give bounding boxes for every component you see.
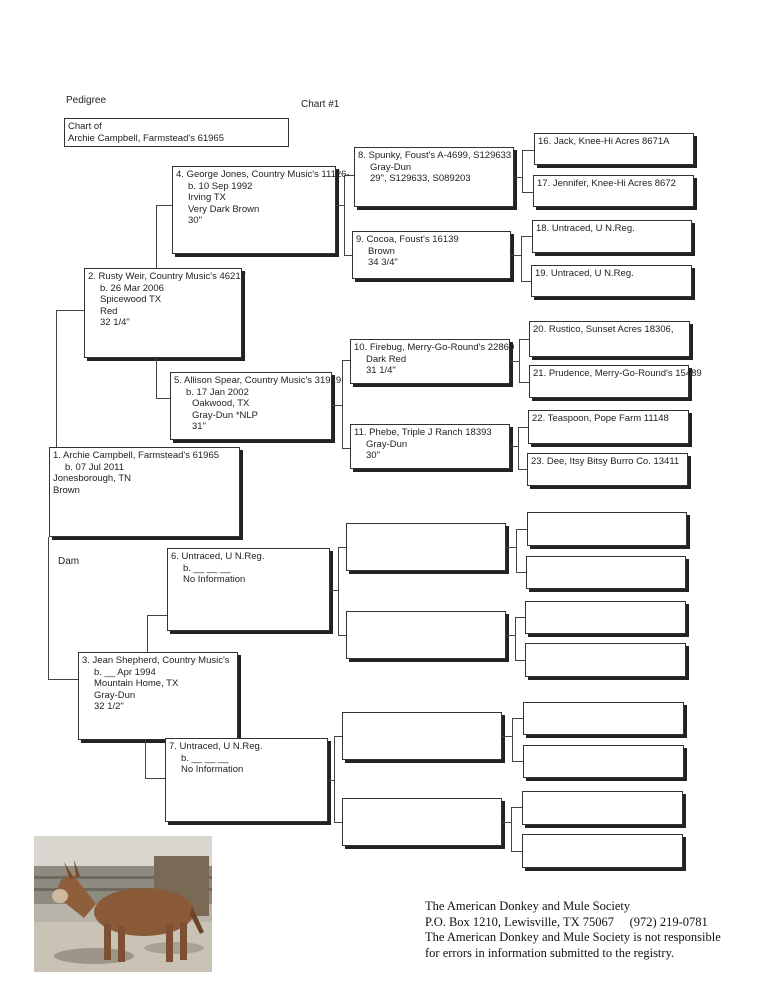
pedigree-box-1 <box>49 447 240 537</box>
connector-2-4 <box>156 205 157 268</box>
connector-12-24-h <box>516 529 527 530</box>
pedigree-box-28 <box>523 702 684 735</box>
connector-12-25-h <box>516 572 526 573</box>
connector-5-stub <box>332 405 342 406</box>
connector-7-15-h <box>334 822 342 823</box>
animal-8-line-2: 29", S129633, S089203 <box>370 173 471 184</box>
connector-9-18-19 <box>521 236 522 281</box>
connector-3-6-h <box>147 615 167 616</box>
animal-7-line-0: 7. Untraced, U N.Reg. <box>169 741 263 752</box>
connector-4-9-h <box>344 255 352 256</box>
animal-2-line-3: Red <box>100 305 118 317</box>
connector-13-27-h <box>515 660 525 661</box>
dam-label: Dam <box>58 556 80 567</box>
animal-9-line-2: 34 3/4" <box>368 257 398 268</box>
pedigree-box-16 <box>534 133 694 165</box>
pedigree-box-20 <box>529 321 690 357</box>
pedigree-box-24 <box>527 512 687 546</box>
connector-15-31-h <box>511 851 522 852</box>
pedigree-box-23 <box>527 453 688 486</box>
animal-9-line-0: 9. Cocoa, Foust's 16139 <box>356 234 459 245</box>
pedigree-box-31 <box>522 834 683 868</box>
animal-6-line-2: No Information <box>183 574 246 585</box>
footer-address: P.O. Box 1210, Lewisville, TX 75067 (972) 219-0781 <box>425 914 708 929</box>
connector-3-6 <box>147 615 148 652</box>
animal-17-line-0: 17. Jennifer, Knee-Hi Acres 8672 <box>537 178 676 189</box>
connector-3-7-h <box>145 778 165 779</box>
animal-11-line-0: 11. Phebe, Triple J Ranch 18393 <box>354 427 492 438</box>
connector-5-11-h <box>342 448 350 449</box>
footer-disclaimer-1: The American Donkey and Mule Society is not responsible <box>425 930 721 944</box>
chart-number: Chart #1 <box>301 99 340 110</box>
animal-11-line-1: Gray-Dun <box>366 438 408 450</box>
animal-8-line-1: Gray-Dun <box>370 161 412 173</box>
connector-1-2-h <box>56 310 84 311</box>
animal-3-line-2: Mountain Home, TX <box>94 678 179 689</box>
animal-6-line-0: 6. Untraced, U N.Reg. <box>171 551 265 562</box>
pedigree-box-15 <box>342 798 502 846</box>
pedigree-box-14 <box>342 712 502 760</box>
connector-13-26-h <box>515 617 525 618</box>
animal-19-line-0: 19. Untraced, U N.Reg. <box>535 268 634 279</box>
animal-7-line-2: No Information <box>181 764 244 775</box>
pedigree-box-18 <box>532 220 692 253</box>
animal-4-line-2: Irving TX <box>188 192 226 203</box>
animal-3-line-0: 3. Jean Shepherd, Country Music's <box>82 655 230 666</box>
connector-8-stub <box>514 177 522 178</box>
animal-4-line-4: 30" <box>188 215 202 226</box>
pedigree-box-29 <box>523 745 684 778</box>
pedigree-box-11 <box>350 424 510 469</box>
animal-2-line-4: 32 1/4" <box>100 317 130 328</box>
pedigree-box-27 <box>525 643 686 677</box>
connector-15-30-h <box>511 807 522 808</box>
chart-of-label: Chart of <box>68 121 102 132</box>
animal-10-line-1: Dark Red <box>366 353 407 365</box>
connector-14-stub <box>502 736 512 737</box>
connector-1-2 <box>56 310 57 447</box>
animal-18-line-0: 18. Untraced, U N.Reg. <box>536 223 635 234</box>
animal-10-line-2: 31 1/4" <box>366 365 396 376</box>
animal-5-line-0: 5. Allison Spear, Country Music's 31929 <box>174 375 342 386</box>
connector-15-30-31 <box>511 807 512 851</box>
pedigree-box-3 <box>78 652 238 740</box>
animal-4-line-3: Very Dark Brown <box>188 203 260 215</box>
pedigree-box-19 <box>531 265 692 297</box>
pedigree-box-10 <box>350 339 515 384</box>
connector-5-10-h <box>342 360 350 361</box>
pedigree-box-13 <box>346 611 506 659</box>
connector-13-stub <box>506 635 515 636</box>
pedigree-box-2 <box>84 268 246 358</box>
connector-5-10-11 <box>342 360 343 448</box>
connector-4-stub <box>336 205 344 206</box>
connector-6-12-h <box>338 547 346 548</box>
animal-4-line-0: 4. George Jones, Country Music's 11126- <box>176 169 350 180</box>
animal-22-line-0: 22. Teaspoon, Pope Farm 11148 <box>532 413 669 424</box>
page-title: Pedigree <box>66 95 107 106</box>
connector-7-14-15 <box>334 736 335 822</box>
connector-15-stub <box>502 822 511 823</box>
pedigree-box-4 <box>172 166 350 254</box>
footer-block <box>425 899 755 961</box>
footer-org-name: The American Donkey and Mule Society <box>425 899 631 913</box>
connector-6-stub <box>330 590 338 591</box>
connector-1-3-h <box>48 679 78 680</box>
animal-3-line-1: b. __ Apr 1994 <box>94 666 156 678</box>
connector-12-stub <box>506 547 516 548</box>
connector-8-16-h <box>522 150 534 151</box>
connector-11-22-h <box>518 427 528 428</box>
animal-8-line-0: 8. Spunky, Foust's A-4699, S129633 <box>358 150 512 161</box>
connector-8-17-h <box>522 192 533 193</box>
animal-5-line-2: Oakwood, TX <box>192 398 250 409</box>
animal-5-line-3: Gray-Dun *NLP <box>192 409 258 421</box>
connector-1-3 <box>48 537 49 679</box>
animal-2-line-0: 2. Rusty Weir, Country Music's 46217 <box>88 271 246 282</box>
connector-10-stub <box>510 361 519 362</box>
chart-of-box <box>64 118 289 147</box>
animal-1-line-2: Jonesborough, TN <box>53 473 131 484</box>
pedigree-box-6 <box>167 548 330 631</box>
connector-11-22-23 <box>518 427 519 469</box>
animal-3-line-4: 32 1/2" <box>94 701 124 712</box>
animal-21-line-0: 21. Prudence, Merry-Go-Round's 15489 <box>533 368 702 379</box>
animal-23-line-0: 23. Dee, Itsy Bitsy Burro Co. 13411 <box>531 456 680 467</box>
animal-4-line-1: b. 10 Sep 1992 <box>188 180 253 192</box>
connector-7-14-h <box>334 736 342 737</box>
connector-3-7 <box>145 740 146 778</box>
animal-2-line-1: b. 26 Mar 2006 <box>100 282 164 294</box>
connector-10-20-h <box>519 339 529 340</box>
pedigree-box-25 <box>526 556 686 589</box>
connector-9-18-h <box>521 236 532 237</box>
animal-7-line-1: b. __ __ __ <box>181 752 229 764</box>
connector-6-13-h <box>338 635 346 636</box>
pedigree-box-21 <box>529 365 702 398</box>
connector-12-24-25 <box>516 529 517 572</box>
animal-5-line-1: b. 17 Jan 2002 <box>186 386 249 398</box>
connector-9-19-h <box>521 281 531 282</box>
connector-10-21-h <box>519 382 529 383</box>
connector-4-8-9 <box>344 175 345 255</box>
connector-6-12-13 <box>338 547 339 635</box>
connector-4-8-h <box>344 175 354 176</box>
pedigree-box-5 <box>170 372 342 440</box>
animal-9-line-1: Brown <box>368 245 395 257</box>
pedigree-box-12 <box>346 523 506 571</box>
animal-10-line-0: 10. Firebug, Merry-Go-Round's 22860 <box>354 342 515 353</box>
animal-16-line-0: 16. Jack, Knee-Hi Acres 8671A <box>538 136 670 147</box>
connector-14-28-29 <box>512 718 513 761</box>
pedigree-box-8 <box>354 147 514 207</box>
footer-disclaimer-2: for errors in information submitted to the registry. <box>425 945 675 960</box>
connector-2-5 <box>156 358 157 398</box>
donkey-photo <box>34 836 212 972</box>
connector-11-23-h <box>518 469 527 470</box>
animal-1-line-1: b. 07 Jul 2011 <box>65 461 124 473</box>
pedigree-box-22 <box>528 410 689 444</box>
pedigree-box-17 <box>533 175 694 207</box>
donkey-photo-image <box>34 836 212 972</box>
animal-6-line-1: b. __ __ __ <box>183 562 231 574</box>
connector-2-4-h <box>156 205 172 206</box>
animal-3-line-3: Gray-Dun <box>94 689 136 701</box>
chart-of-name: Archie Campbell, Farmstead's 61965 <box>68 132 224 144</box>
connector-10-20-21 <box>519 339 520 382</box>
pedigree-box-9 <box>352 231 511 279</box>
animal-11-line-2: 30" <box>366 450 380 461</box>
connector-8-16-17 <box>522 150 523 192</box>
connector-9-stub <box>511 255 521 256</box>
animal-20-line-0: 20. Rustico, Sunset Acres 18306, <box>533 324 674 335</box>
animal-2-line-2: Spicewood TX <box>100 294 162 305</box>
connector-11-stub <box>510 446 518 447</box>
animal-5-line-4: 31" <box>192 421 206 432</box>
pedigree-box-30 <box>522 791 683 825</box>
connector-13-26-27 <box>515 617 516 660</box>
pedigree-box-7 <box>165 738 328 822</box>
pedigree-box-26 <box>525 601 686 634</box>
animal-1-line-3: Brown <box>53 484 80 496</box>
connector-2-5-h <box>156 398 170 399</box>
connector-14-29-h <box>512 761 523 762</box>
animal-1-line-0: 1. Archie Campbell, Farmstead's 61965 <box>53 450 220 461</box>
connector-14-28-h <box>512 718 523 719</box>
